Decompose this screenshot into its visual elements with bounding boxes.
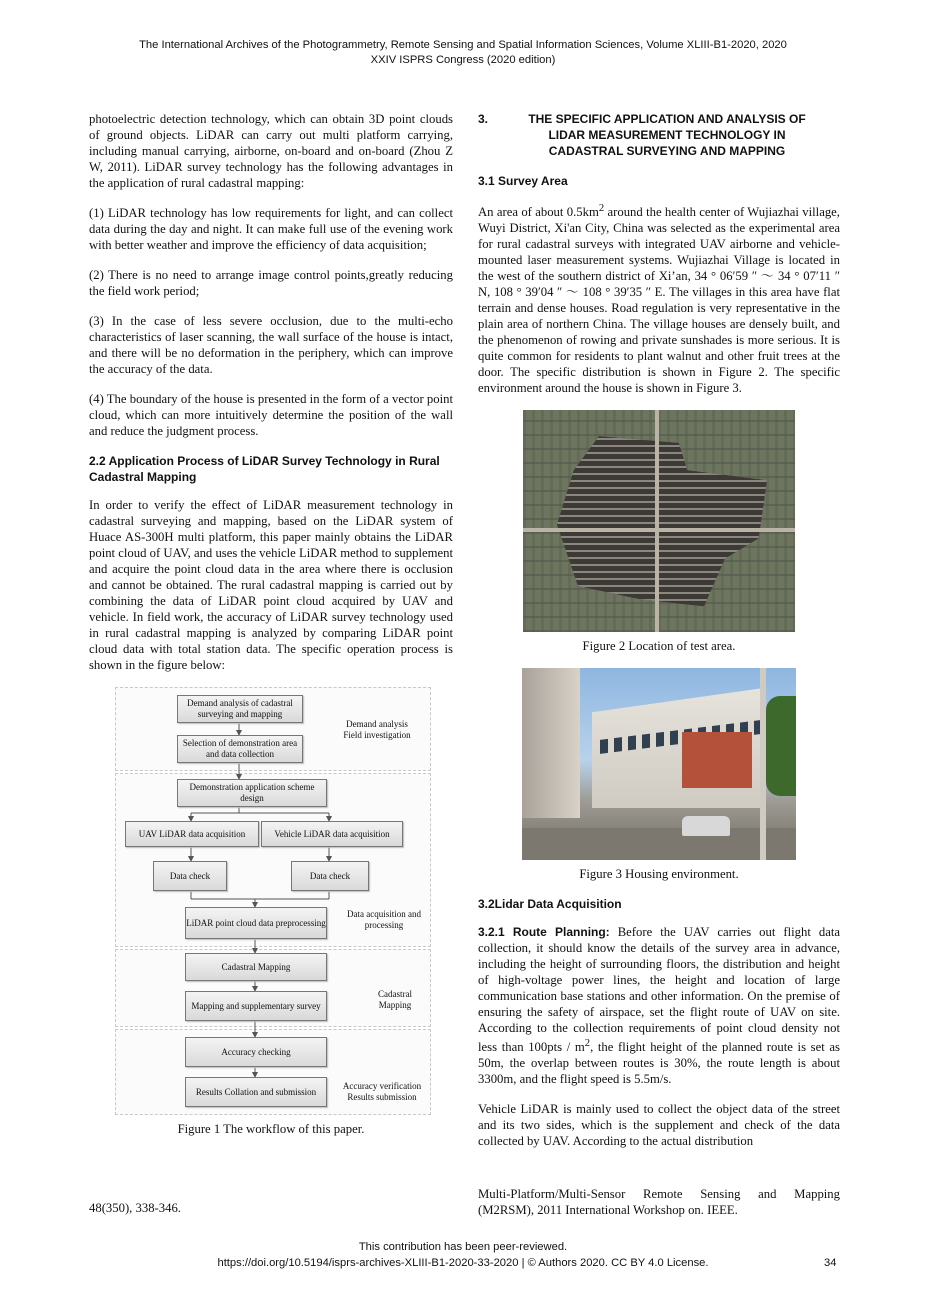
section-heading-3 <box>478 111 840 159</box>
figure-3-caption: Figure 3 Housing environment. <box>579 867 739 882</box>
flow-box-selection-area: Selection of demonstration area and data collection <box>177 735 303 763</box>
text-run: An area of about 0.5km <box>478 205 599 220</box>
paragraph: (3) In the case of less severe occlusion, due to the multi-echo characteristics of laser scanning, the wall surface of the house is intact, and there will be no deformation in the periphery, which can improve the accuracy of the data. <box>89 314 453 376</box>
paragraph-survey-area <box>478 201 840 396</box>
running-header <box>0 38 926 68</box>
section-heading-2-2: 2.2 Application Process of LiDAR Survey Technology in Rural Cadastral Mapping <box>89 454 440 484</box>
flow-box-demand-analysis: Demand analysis of cadastral surveying and mapping <box>177 695 303 723</box>
paragraph-vehicle-lidar: Vehicle LiDAR is mainly used to collect the object data of the street and its two sides, which is the supplement and check of the data collected by UAV. According to the actual distribution <box>478 1102 840 1149</box>
flow-label-demand: Demand analysis Field investigation <box>343 719 411 740</box>
section-title: THE SPECIFIC APPLICATION AND ANALYSIS OF LIDAR MEASUREMENT TECHNOLOGY IN CADASTRAL SURVEYING AND MAPPING <box>528 112 806 158</box>
flow-box-scheme-design: Demonstration application scheme design <box>177 779 327 807</box>
village-area <box>557 436 767 606</box>
car <box>682 816 730 836</box>
section-number: 3. <box>478 112 489 126</box>
flow-box-preprocessing: LiDAR point cloud data preprocessing <box>185 907 327 939</box>
flow-box-accuracy-checking: Accuracy checking <box>185 1037 327 1067</box>
paragraph: (2) There is no need to arrange image control points,greatly reducing the field work period; <box>89 268 453 298</box>
section-heading-3-2: 3.2Lidar Data Acquisition <box>478 897 622 912</box>
flow-label-mapping: Cadastral Mapping <box>378 989 412 1010</box>
flow-box-uav-lidar: UAV LiDAR data acquisition <box>125 821 259 847</box>
street <box>522 828 796 860</box>
flow-box-data-check-uav: Data check <box>153 861 227 891</box>
road <box>523 528 795 532</box>
text-run: around the health center of Wujiazhai village, Wuyi District, Xi'an City, China was selected as the experimental area for rural cadastral surveys with integrated UAV airborne and vehicle-mounted laser measurement systems. Wujiazhai Village is located in the west of the southern district of Xi’an, 34 ° 06′59 ″ ～ 34 ° 07′11 ″ N, 108 ° 39′04 ″ ～ 108 ° 39′35 ″ E. The villages in this area have flat terrain and dense houses. Road regulation is very representative in the plain area of northern China. The village houses are densely built, and the phenomenon of rowing and private sunshades is more serious. It is quite common for residents to plant walnut and other fruit trees at the door. The specific distribution is shown in Figure 2. The specific environment around the house is shown in Figure 3. <box>478 205 840 396</box>
flow-box-data-check-vehicle: Data check <box>291 861 369 891</box>
page-number: 34 <box>824 1257 837 1269</box>
left-reference-tail <box>89 1200 453 1216</box>
paragraph: (1) LiDAR technology has low requirements for light, and can collect data during the day and night. It can make full use of the evening work with better weather and improve the efficiency of data acquisition; <box>89 206 453 252</box>
header-line-1: The International Archives of the Photogrammetry, Remote Sensing and Spatial Information Sciences, Volume XLIII-B1-2020, 2020 <box>139 39 787 51</box>
superscript: 2 <box>584 1038 591 1050</box>
right-reference-tail <box>478 1186 840 1218</box>
flow-box-supplementary-survey: Mapping and supplementary survey <box>185 991 327 1021</box>
flow-box-results: Results Collation and submission <box>185 1077 327 1107</box>
left-column <box>89 111 453 1151</box>
paragraph: In order to verify the effect of LiDAR measurement technology in cadastral surveying and mapping, based on the LiDAR system of Huace AS-300H multi platform, this paper mainly obtains the LiDAR point cloud of UAV, and uses the vehicle LiDAR method to supplement and acquire the point cloud data in the area where there is occlusion and cannot be obtained. The rural cadastral mapping is carried out by combining the data of LiDAR point cloud acquired by UAV and vehicle. In field work, the accuracy of LiDAR survey technology used in rural cadastral mapping is analyzed by comparing LiDAR point cloud data with total station data. The specific operation process is shown in the figure below: <box>89 498 453 672</box>
flow-box-cadastral-mapping: Cadastral Mapping <box>185 953 327 981</box>
flow-box-vehicle-lidar: Vehicle LiDAR data acquisition <box>261 821 403 847</box>
tree <box>766 696 796 796</box>
figure-2-caption: Figure 2 Location of test area. <box>582 639 736 654</box>
superscript: 2 <box>598 203 605 214</box>
section-heading-3-1: 3.1 Survey Area <box>478 174 568 188</box>
text-run: , the flight height of the planned route is set as 50m, the overlap between routes is 30%, the route length is about 3300m, and the flight speed is 5.5m/s. <box>478 1040 840 1087</box>
brick-wall <box>682 732 752 788</box>
figure-3-street-photo <box>522 668 796 860</box>
footer-peer-review: This contribution has been peer-reviewed. <box>358 1241 568 1253</box>
paragraph-route-planning <box>478 924 840 1087</box>
figure-2-aerial-image <box>523 410 795 632</box>
road <box>655 410 659 632</box>
flow-label-acquisition: Data acquisition and processing <box>347 909 421 930</box>
run-in-heading: 3.2.1 Route Planning: <box>478 925 610 940</box>
flow-label-accuracy: Accuracy verification Results submission <box>342 1081 422 1102</box>
figure-1-caption: Figure 1 The workflow of this paper. <box>177 1122 365 1136</box>
reference-fragment: 48(350), 338-346. <box>89 1201 181 1215</box>
tower <box>522 668 580 818</box>
paragraph: (4) The boundary of the house is presented in the form of a vector point cloud, which can more intuitively determine the position of the wall and reduce the judgment process. <box>89 392 453 438</box>
workflow-figure <box>115 687 429 1113</box>
text-run: Before the UAV carries out flight data collection, it should know the details of the survey area in advance, including the height of surrounding floors, the distribution and height of high-voltage power lines, the height and location of large communication base stations and other information. On the premise of ensuring the safety of airspace, set the flight route of UAV on site. According to the collection requirements of point cloud density not less than 100pts / m <box>478 925 841 1055</box>
footer-doi-link[interactable]: https://doi.org/10.5194/isprs-archives-XLIII-B1-2020-33-2020 | © Authors 2020. CC BY 4.0 License. <box>217 1257 709 1269</box>
paragraph: photoelectric detection technology, which can obtain 3D point clouds of ground objects. LiDAR can carry out multi platform carrying, including manual carrying, airborne, on-board and on-board (Zhou Z W, 2011). LiDAR survey technology has the following advantages in the application of rural cadastral mapping: <box>89 112 453 190</box>
reference-fragment: Multi-Platform/Multi-Sensor Remote Sensing and Mapping (M2RSM), 2011 International Workshop on. IEEE. <box>478 1187 840 1217</box>
right-column <box>478 111 840 1163</box>
header-line-2: XXIV ISPRS Congress (2020 edition) <box>370 54 556 66</box>
